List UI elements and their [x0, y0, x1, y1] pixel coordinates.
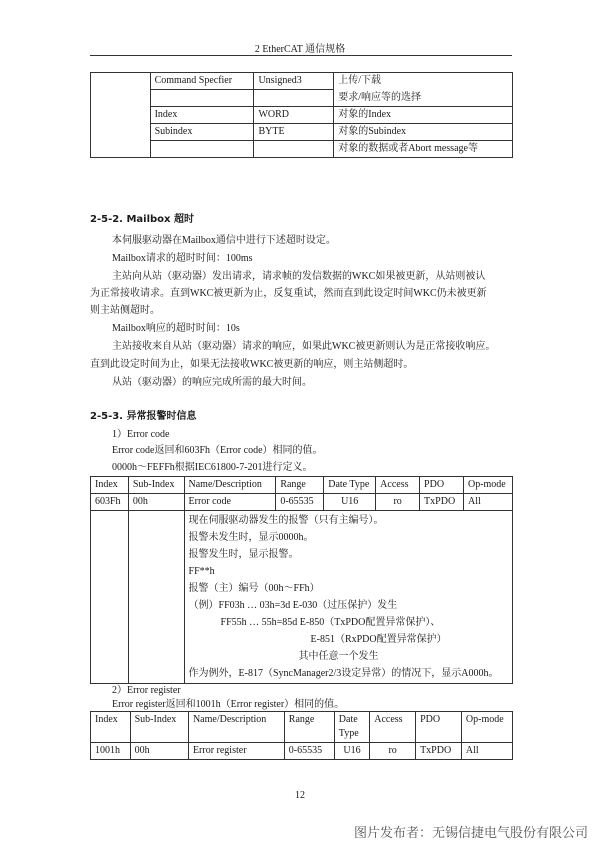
table-cell: WORD — [254, 106, 334, 123]
column-header: PDO — [420, 477, 464, 494]
table-cell: All — [463, 494, 512, 511]
table-cell: U16 — [334, 743, 369, 760]
description-line: E-851（RxPDO配置异常保护） — [310, 634, 447, 645]
table-cell — [91, 73, 151, 158]
table-cell: 上传/下载 — [334, 73, 513, 90]
table-cell: Index — [150, 106, 254, 123]
table-cell: 00h — [128, 494, 184, 511]
section-heading-mailbox: 2-5-2. Mailbox 超时 — [90, 214, 194, 225]
table-cell: BYTE — [254, 123, 334, 140]
table-cell: 对象的数据或者Abort message等 — [334, 140, 513, 157]
section-heading-alarm: 2-5-3. 异常报警时信息 — [90, 411, 197, 422]
table-cell: ro — [376, 494, 420, 511]
paragraph-line: Mailbox请求的超时时间：100ms — [112, 253, 253, 264]
column-header: Index — [91, 477, 129, 494]
column-header: Name/Description — [188, 712, 284, 743]
table-cell — [150, 90, 254, 107]
subsection-title: 1）Error code — [112, 429, 170, 440]
table-cell — [254, 90, 334, 107]
column-header: Index — [91, 712, 131, 743]
column-header: Range — [284, 712, 334, 743]
table-cell: 对象的Subindex — [334, 123, 513, 140]
table-cell: Error register — [188, 743, 284, 760]
paragraph-line: Error code返回和603Fh（Error code）相同的值。 — [112, 445, 323, 456]
description-line: 报警未发生时，显示0000h。 — [188, 532, 314, 543]
description-line: 其中任意一个发生 — [298, 651, 379, 662]
column-header: Date Type — [334, 712, 369, 743]
paragraph-line: 为正常接收请求。直到WKC被更新为止，反复重试，然而直到此设定时间WKC仍未被更新 — [90, 288, 487, 299]
table-cell: U16 — [324, 494, 376, 511]
table-cell: 603Fh — [91, 494, 129, 511]
table-row — [91, 494, 513, 511]
table-cell: 1001h — [91, 743, 131, 760]
description-cell — [184, 511, 512, 684]
description-line: 现在伺服驱动器发生的报警（只有主编号）。 — [188, 515, 384, 526]
table-cell: ro — [370, 743, 416, 760]
table-cell — [128, 511, 184, 684]
column-header: Name/Description — [184, 477, 276, 494]
description-line: FF55h … 55h=85d E-850（TxPDO配置异常保护）、 — [220, 617, 441, 628]
table-cell: TxPDO — [416, 743, 462, 760]
description-line: 报警（主）编号（00h～FFh） — [188, 583, 320, 594]
paragraph-line: Error register返回和1001h（Error register）相同的值。 — [112, 699, 345, 710]
column-header: Op-mode — [461, 712, 512, 743]
paragraph-line: Mailbox响应的超时时间：10s — [112, 323, 240, 334]
table-cell: 对象的Index — [334, 106, 513, 123]
paragraph-line: 直到此设定时间为止，如果无法接收WKC被更新的响应，则主站侧超时。 — [90, 359, 414, 370]
paragraph-line: 从站（驱动器）的响应完成所需的最大时间。 — [112, 377, 312, 388]
table-cell: Command Specfier — [150, 73, 254, 90]
column-header: Access — [370, 712, 416, 743]
table-cell: 0-65535 — [276, 494, 324, 511]
column-header: Sub-Index — [130, 712, 188, 743]
description-line: （例）FF03h … 03h=3d E-030（过压保护）发生 — [188, 600, 398, 611]
table-cell: 00h — [130, 743, 188, 760]
table-cell: Error code — [184, 494, 276, 511]
publisher-watermark: 图片发布者：无锡信捷电气股份有限公司 — [353, 826, 588, 841]
column-header: Date Type — [324, 477, 376, 494]
column-header: Access — [376, 477, 420, 494]
paragraph-line: 主站接收来自从站（驱动器）请求的响应，如果此WKC被更新则认为是正常接收响应。 — [112, 341, 496, 352]
paragraph-line: 0000h～FEFFh根据IEC61800-7-201进行定义。 — [112, 462, 313, 473]
table-cell — [91, 511, 129, 684]
object-structure-table — [90, 72, 513, 158]
column-header: Range — [276, 477, 324, 494]
table-cell: 要求/响应等的选择 — [334, 90, 513, 107]
description-line: 报警发生时，显示报警。 — [188, 549, 299, 560]
description-line: 作为例外，E-817（SyncManager2/3设定异常）的情况下，显示A000h。 — [188, 668, 499, 679]
paragraph-line: 主站向从站（驱动器）发出请求，请求帧的发信数据的WKC如果被更新，从站则被认 — [112, 271, 486, 282]
header-divider — [90, 55, 512, 56]
table-cell — [150, 140, 254, 157]
table-cell: Unsigned3 — [254, 73, 334, 90]
paragraph-line: 则主站侧超时。 — [90, 305, 160, 316]
subsection-title: 2）Error register — [112, 685, 181, 696]
table-cell: TxPDO — [420, 494, 464, 511]
table-cell: All — [461, 743, 512, 760]
table-cell: 0-65535 — [284, 743, 334, 760]
page-number: 12 — [295, 790, 305, 801]
error-code-table — [90, 476, 513, 684]
paragraph-line: 本伺服驱动器在Mailbox通信中进行下述超时设定。 — [112, 235, 336, 246]
description-line: FF**h — [188, 566, 215, 577]
column-header: Op-mode — [463, 477, 512, 494]
page-header: 2 EtherCAT 通信规格 — [254, 44, 346, 55]
table-row — [91, 743, 513, 760]
column-header: Sub-Index — [128, 477, 184, 494]
column-header: PDO — [416, 712, 462, 743]
table-cell — [254, 140, 334, 157]
table-cell: Subindex — [150, 123, 254, 140]
error-register-table — [90, 711, 513, 760]
